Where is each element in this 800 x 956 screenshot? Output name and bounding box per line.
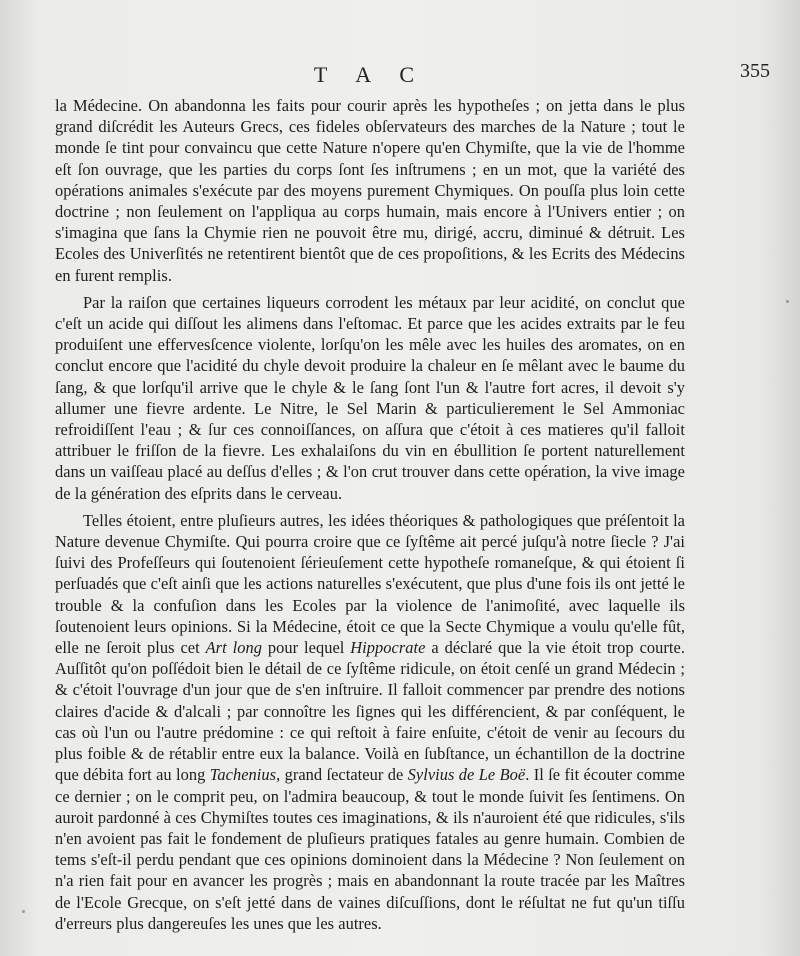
running-head-title: T A C <box>313 62 427 87</box>
italic-tachenius: Tachenius <box>209 765 277 785</box>
page-number: 355 <box>740 60 770 82</box>
paragraph-3-text-c: a déclaré que la vie étoit trop courte. Auſſitôt qu'on poſſédoit bien le détail de ce ſyſtême ridicule, on étoit cenſé un grand Médecin ; & c'étoit l'ouvrage d'un jour que de s'en inſtruire. Il falloit commencer par prendre des notions claires d'acide & d'alcali ; par connoître les ſignes qui les différencient, & par conſéquent, le cas où l'un ou l'autre prédomine : ce qui reſtoit à faire enſuite, c'étoit de venir au ſecours du plus foible & de rétablir entre eux la balance. Voilà en ſubſtance, un échantillon de la doctrine que débita fort au long <box>55 638 685 785</box>
main-text <box>55 95 685 940</box>
paragraph-3-text-b: pour lequel <box>261 638 351 658</box>
paragraph-3-text-a: Telles étoient, entre pluſieurs autres, les idées théoriques & pathologiques que préſentoit la Nature devenue Chymiſte. Qui pourra croire que ce ſyſtême ait percé juſqu'à notre ſiecle ? J'ai ſuivi des Profeſſeurs qui ſoutenoient ſérieuſement cette hypotheſe romaneſque, & qui étoient ſi perſuadés que c'eſt ainſi que les actions naturelles s'exécutent, que plus d'une fois ils ont jetté le trouble & la confuſion dans les Ecoles par la violence de l'animoſité, avec laquelle ils ſoutenoient leurs opinions. Si la Médecine, étoit ce que la Secte Chymique a voulu qu'elle fût, elle ne ſeroit plus cet <box>55 510 685 658</box>
paper-speck <box>22 910 25 913</box>
italic-sylvius: Sylvius de Le Boë <box>407 765 526 785</box>
italic-art-long: Art long <box>205 638 262 658</box>
paragraph-1: la Médecine. On abandonna les faits pour courir après les hypotheſes ; on jetta dans le plus grand diſcrédit les Auteurs Grecs, ces fideles obſervateurs des marches de la Nature ; tout le monde ſe tint pour convaincu que cette Nature n'opere qu'en Chymiſte, que la vie de l'homme eſt ſon ouvrage, que les parties du corps ſont ſes inſtrumens ; en un mot, que la variété des opérations animales s'exécute par des moyens purement Chymiques. On pouſſa plus loin cette doctrine ; non ſeulement on l'appliqua au corps humain, mais encore à l'Univers entier ; on s'imagina que ſans la Chymie rien ne pouvoit être mu, dirigé, accru, diminué & détruit. Les Ecoles des Univerſités ne retentirent bientôt que de ces propoſitions, & les Ecrits des Médecins en furent remplis. <box>55 96 685 285</box>
paper-speck <box>786 300 789 303</box>
italic-hippocrate: Hippocrate <box>350 638 426 658</box>
paragraph-2: Par la raiſon que certaines liqueurs corrodent les métaux par leur acidité, on conclut que c'eſt un acide qui diſſout les alimens dans l'eſtomac. Et parce que les acides extraits par le feu produiſent une effervesſcence violente, lorſqu'on les mêle avec les huiles des aromates, on en conclut encore que l'acidité du chyle devoit produire la chaleur en ſe mêlant avec le baume du ſang, & que lorſqu'il arrive que le chyle & le ſang ſont l'un & l'autre fort acres, il devoit s'y allumer une fievre ardente. Le Nitre, le Sel Marin & particulierement le Sel Ammoniac refroidiſſent l'eau ; & ſur ces connoiſſances, on aſſura que c'étoit à ces matieres qu'il falloit attribuer le friſſon de la fievre. Les exhalaiſons du vin en ébullition ſe portent naturellement dans un vaiſſeau placé au deſſus d'elles ; & l'on crut trouver dans cette opération, la vive image de la génération des eſprits dans le cerveau. <box>55 292 685 503</box>
paragraph-3-text-d: , grand ſectateur de <box>276 765 408 785</box>
paragraph-3 <box>55 510 685 934</box>
running-head <box>0 52 800 92</box>
paragraph-3-text-e: . Il ſe fit écouter comme ce dernier ; on le comprit peu, on l'admira beaucoup, & tout le monde ſuivit ſes ſentimens. On auroit pardonné à ces Chymiſtes toutes ces imaginations, & ils n'auroient été que ridicules, s'ils n'en avoient pas fait le fondement de pluſieurs pratiques fatales au genre humain. Combien de tems s'eſt-il perdu pendant que ces opinions dominoient dans la Médecine ? Non ſeulement on n'a rien fait pour en avancer les progrès ; mais en abandonnant la route tracée par les Maîtres de l'Ecole Grecque, on s'eſt jetté dans de vaines diſcuſſions, dont le réſultat ne fut qu'un tiſſu d'erreurs plus dangereuſes les unes que les autres. <box>55 765 685 933</box>
